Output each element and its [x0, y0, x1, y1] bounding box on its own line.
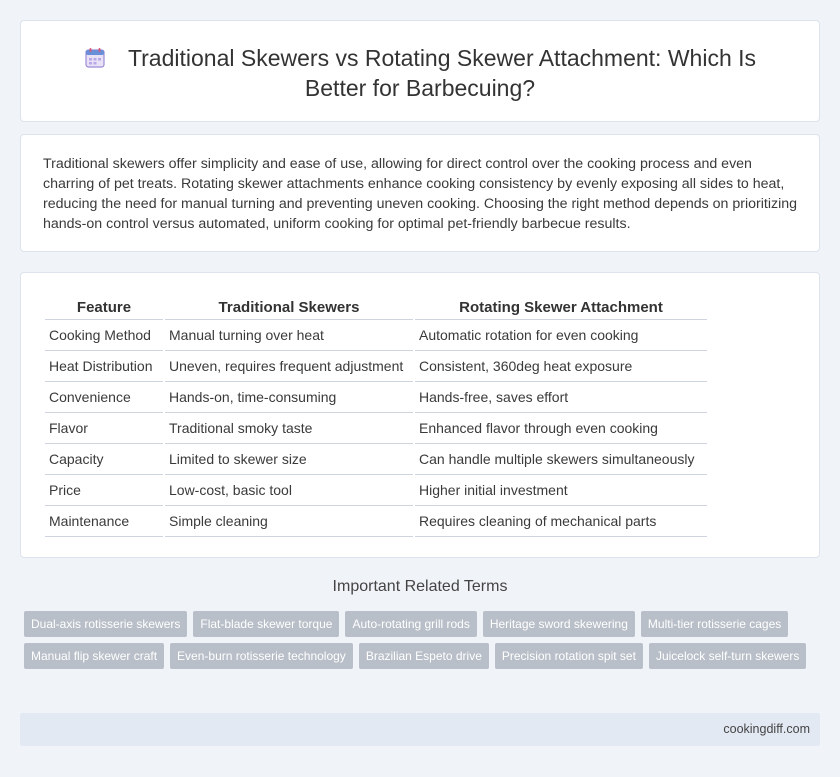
related-term-tag[interactable]: Auto-rotating grill rods	[345, 611, 476, 637]
traditional-cell: Simple cleaning	[165, 506, 413, 537]
traditional-cell: Limited to skewer size	[165, 444, 413, 475]
related-term-tag[interactable]: Manual flip skewer craft	[24, 643, 164, 669]
related-term-tag[interactable]: Multi-tier rotisserie cages	[641, 611, 788, 637]
table-row	[45, 475, 707, 506]
comparison-table	[43, 297, 709, 537]
feature-cell: Capacity	[45, 444, 163, 475]
feature-cell: Flavor	[45, 413, 163, 444]
feature-cell: Convenience	[45, 382, 163, 413]
page-title	[21, 43, 819, 103]
traditional-cell: Uneven, requires frequent adjustment	[165, 351, 413, 382]
title-card	[20, 20, 820, 122]
summary-card	[20, 134, 820, 252]
footer	[20, 713, 820, 746]
feature-cell: Price	[45, 475, 163, 506]
table-row	[45, 444, 707, 475]
header-feature: Feature	[45, 297, 163, 320]
rotating-cell: Enhanced flavor through even cooking	[415, 413, 707, 444]
rotating-cell: Consistent, 360deg heat exposure	[415, 351, 707, 382]
footer-site-link[interactable]: cookingdiff.com	[723, 722, 810, 736]
rotating-cell: Higher initial investment	[415, 475, 707, 506]
traditional-cell: Manual turning over heat	[165, 320, 413, 351]
feature-cell: Cooking Method	[45, 320, 163, 351]
table-row	[45, 506, 707, 537]
related-term-tag[interactable]: Heritage sword skewering	[483, 611, 635, 637]
related-terms-title: Important Related Terms	[332, 578, 508, 595]
feature-cell: Heat Distribution	[45, 351, 163, 382]
table-row	[45, 382, 707, 413]
related-term-tag[interactable]: Flat-blade skewer torque	[193, 611, 339, 637]
related-term-tag[interactable]: Even-burn rotisserie technology	[170, 643, 353, 669]
traditional-cell: Hands-on, time-consuming	[165, 382, 413, 413]
comparison-card	[20, 272, 820, 558]
related-term-tag[interactable]: Dual-axis rotisserie skewers	[24, 611, 187, 637]
table-row	[45, 351, 707, 382]
related-term-tag[interactable]: Brazilian Espeto drive	[359, 643, 489, 669]
related-terms-list	[24, 611, 814, 669]
calendar-icon	[84, 47, 106, 69]
traditional-cell: Traditional smoky taste	[165, 413, 413, 444]
feature-cell: Maintenance	[45, 506, 163, 537]
page-title-text: Traditional Skewers vs Rotating Skewer Attachment: Which Is Better for Barbecuing?	[127, 45, 757, 101]
summary-text: Traditional skewers offer simplicity and ease of use, allowing for direct control over the cooking process and even charring of pet treats. Rotating skewer attachments enhance cooking consistency by evenly exposing all sides to heat, reducing the need for manual turning and preventing uneven cooking. Choosing the right method depends on prioritizing hands-on control versus automated, uniform cooking for optimal pet-friendly barbecue results.	[43, 156, 798, 232]
table-header-row	[45, 297, 707, 320]
table-row	[45, 320, 707, 351]
header-traditional: Traditional Skewers	[165, 297, 413, 320]
traditional-cell: Low-cost, basic tool	[165, 475, 413, 506]
rotating-cell: Can handle multiple skewers simultaneously	[415, 444, 707, 475]
rotating-cell: Automatic rotation for even cooking	[415, 320, 707, 351]
rotating-cell: Requires cleaning of mechanical parts	[415, 506, 707, 537]
related-term-tag[interactable]: Juicelock self-turn skewers	[649, 643, 806, 669]
table-row	[45, 413, 707, 444]
rotating-cell: Hands-free, saves effort	[415, 382, 707, 413]
header-rotating: Rotating Skewer Attachment	[415, 297, 707, 320]
related-term-tag[interactable]: Precision rotation spit set	[495, 643, 643, 669]
